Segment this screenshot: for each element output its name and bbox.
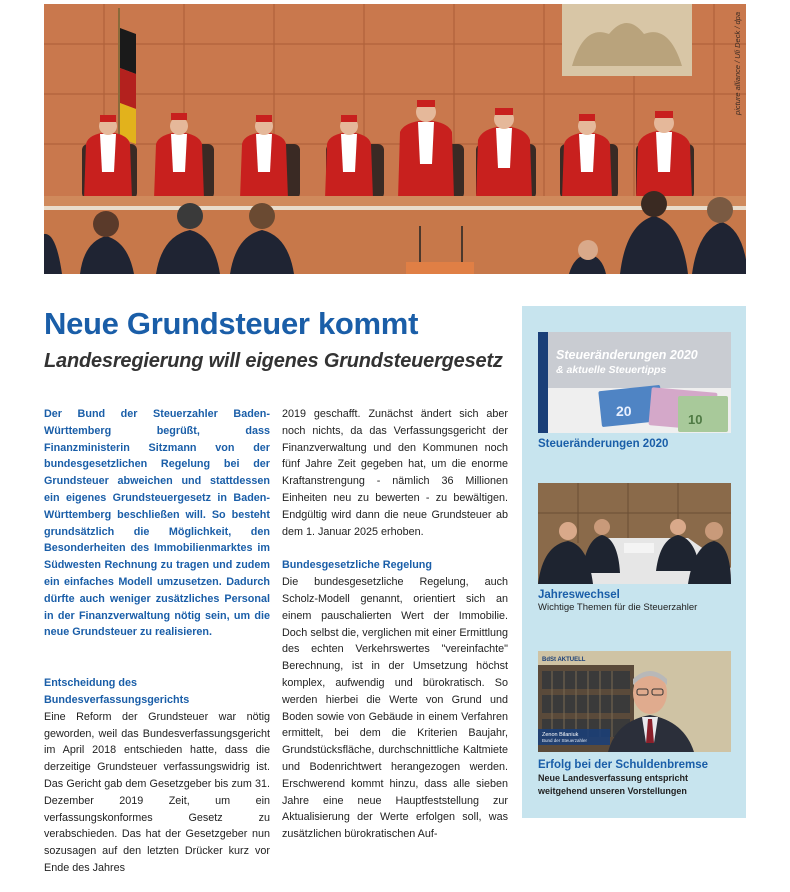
- teaser-subtitle-debt-brake: Neue Landesverfassung entspricht weitgehend unseren Vorstellungen: [538, 773, 689, 796]
- article-column-1: [44, 406, 270, 877]
- teaser-title-debt-brake[interactable]: Erfolg bei der Schuldenbremse: [538, 759, 708, 771]
- teaser-year-end[interactable]: [538, 483, 731, 615]
- teaser-debt-brake[interactable]: [538, 651, 731, 797]
- section-text-court-ruling: Eine Reform der Grundsteuer war nötig geworden, weil das Bundesverfassungsgericht im April 2018 entschieden hatte, dass die derzeitige Grundsteuer verfassungswidrig ist. Das Gericht gab dem Gesetzgeber bis zum 31. Dezember 2019 Zeit, um ein verfassungskonformes Gesetz zu verabschieden. Das hat der Gesetzgeber nun sozusagen auf den letzten Drücker kurz vor Ende des Jahres: [44, 710, 270, 874]
- teaser-thumbnail-video[interactable]: [538, 651, 731, 752]
- hero-photo: [44, 4, 746, 274]
- teaser-tax-changes[interactable]: [538, 332, 731, 451]
- thumb-line2: & aktuelle Steuertipps: [556, 364, 667, 376]
- article-column-2: [282, 406, 508, 843]
- teaser-title-year-end[interactable]: Jahreswechsel: [538, 589, 620, 601]
- thumb-tag: BdSt AKTUELL: [542, 657, 586, 663]
- teaser-title-tax-changes[interactable]: Steueränderungen 2020: [538, 438, 669, 450]
- svg-text:20: 20: [616, 403, 632, 419]
- svg-text:10: 10: [688, 412, 703, 427]
- section-heading-federal-regulation: Bundesgesetzliche Regelung: [282, 559, 432, 572]
- photo-credit: picture alliance / Uli Deck / dpa: [733, 12, 742, 115]
- court-judges-photo: [44, 4, 746, 274]
- section-text-federal-regulation: Die bundesgesetzliche Regelung, auch Scholz-Modell genannt, orientiert sich an einem pauschalierten Wert der Immobilie. Doch selbst die, verglichen mit einer Ermittlung des echten Verkehrswertes "vereinfachte" Berechnung, ist in der Umsetzung höchst komplex, aufwendig und bürokratisch. So werden hierbei die Werte von Grund und Boden sowie von Gebäude in einem Verfahren ermittelt, bei dem die Kriterien Baujahr, Grundstücksfläche, durchschnittliche Kaltmiete und Bodenrichtwert herangezogen werden. Erschwerend kommt hinzu, dass alle sieben Jahre eine neue Hauptfeststellung zur Aktualisierung der Werte erfolgen soll, was zusätzlichen bürokratischen Auf-: [282, 576, 508, 841]
- teaser-subtitle-year-end: Wichtige Themen für die Steuerzahler: [538, 602, 698, 613]
- thumb-caption-role: Bund der Steuerzahler: [542, 738, 588, 743]
- article-lead: Der Bund der Steuerzahler Baden-Württemberg begrüßt, dass Finanzministerin Sitzmann von der bundesgesetzlichen Regelung bei der Grundsteuer abweichen und stattdessen ein eigenes Grundsteuergesetz in Baden-Württemberg beschließen will. So besteht grundsätzlich die Möglichkeit, den Besonderheiten des Immobilienmarktes im Südwesten Rechnung zu tragen und zudem ein einfaches Modell umzusetzen. Dadurch dürfte auch weniger zusätzliches Personal in der Finanzverwaltung nötig sein, um die neue Grundsteuer zu realisieren.: [44, 408, 270, 639]
- teaser-thumbnail-tax-changes[interactable]: [538, 332, 731, 433]
- section-heading-court-ruling: Entscheidung des Bundesverfassungsgerichts: [44, 677, 190, 706]
- article-subheadline: Landesregierung will eigenes Grundsteuergesetz: [44, 350, 503, 372]
- sidebar-teasers: [522, 306, 746, 818]
- teaser-thumbnail-meeting[interactable]: [538, 483, 731, 584]
- thumb-caption-name: Zenon Bilaniuk: [542, 732, 579, 738]
- thumb-line1: Steueränderungen 2020: [556, 348, 698, 362]
- article-headline: Neue Grundsteuer kommt: [44, 306, 419, 341]
- column2-intro-text: 2019 geschafft. Zunächst ändert sich aber noch nichts, da das Verfassungsgericht der Finanzverwaltung und den Kommunen noch fünf Jahre Zeit gegeben hat, um die enorme Kraftanstrengung - nämlich 36 Millionen Einheiten neu zu bewerten - zu bewältigen. Endgültig wird dann die neue Grundsteuer ab dem 1. Januar 2025 erhoben.: [282, 408, 508, 538]
